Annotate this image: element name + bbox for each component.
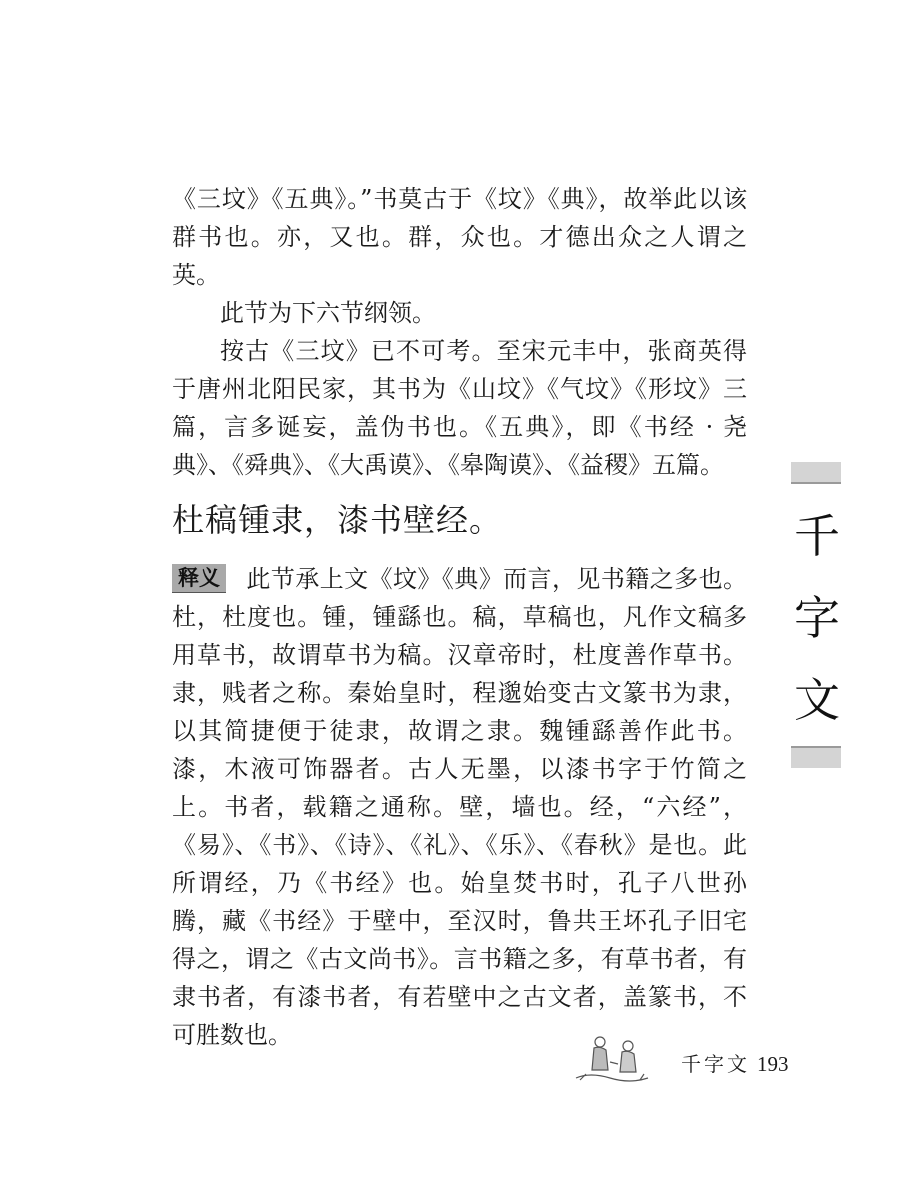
tab-divider-top xyxy=(791,482,841,484)
paragraph-section-note: 此节为下六节纲领。 xyxy=(220,299,436,327)
explanation-text: 此节承上文《坟》《典》而言，见书籍之多也。杜，杜度也。锺，锺繇也。稿，草稿也，凡作文稿多用草书，故谓草书为稿。汉章帝时，杜度善作草书。隶，贱者之称。秦始皇时，程邈始变古文篆书为隶，以其简捷便于徒隶，故谓之隶。魏锺繇善作此书。漆，木液可饰器者。古人无墨，以漆书字于竹简之上。书者，载籍之通称。壁，墙也。经，“六经”，《易》、《书》、《诗》、《礼》、《乐》、《春秋》是也。此所谓经，乃《书经》也。始皇焚书时，孔子八世孙腾，藏《书经》于壁中，至汉时，鲁共王坏孔子旧宅得之，谓之《古文尚书》。言书籍之多，有草书者，有隶书者，有漆书者，有若壁中之古文者，盖篆书，不可胜数也。 xyxy=(172,565,747,1049)
tab-char-3: 文 xyxy=(794,673,840,727)
section-heading: 杜稿锺隶，漆书壁经。 xyxy=(172,501,503,539)
tab-bracket-top xyxy=(791,462,841,482)
explanation-tag: 释义 xyxy=(172,564,226,593)
chapter-side-tab xyxy=(791,462,843,768)
tab-char-1: 千 xyxy=(794,509,840,563)
footer-illustration xyxy=(570,1028,652,1084)
tab-bracket-bottom xyxy=(791,748,841,768)
body-text-block xyxy=(172,560,747,1054)
tab-char-2: 字 xyxy=(794,591,840,645)
page-number: 193 xyxy=(757,1052,789,1076)
footer-book-title: 千字文 xyxy=(681,1052,750,1076)
explanation-paragraph xyxy=(172,560,747,1054)
top-text-block xyxy=(172,180,747,484)
paragraph-commentary: 按古《三坟》已不可考。至宋元丰中，张商英得于唐州北阳民家，其书为《山坟》《气坟》《形坟》三篇，言多诞妄，盖伪书也。《五典》，即《书经 · 尧典》、《舜典》、《大禹谟》、《皋陶谟》、《益稷》五篇。 xyxy=(172,337,747,479)
paragraph-annotation-end: 《三坟》《五典》。”书莫古于《坟》《典》，故举此以该群书也。亦，又也。群，众也。才德出众之人谓之英。 xyxy=(172,185,747,289)
